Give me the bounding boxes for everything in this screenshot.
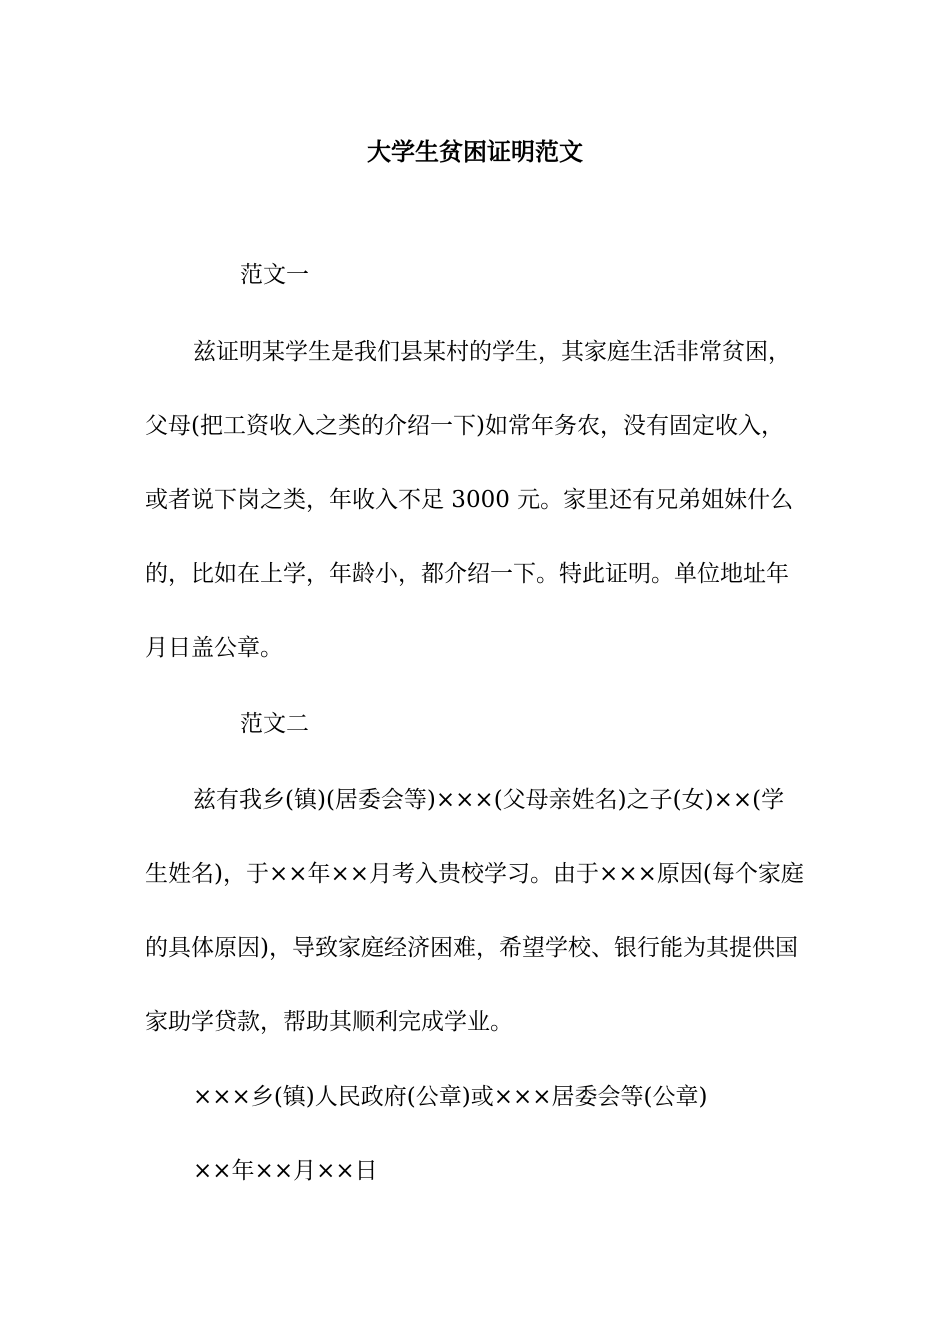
sample1-heading: 范文一 <box>240 262 309 288</box>
sample2-signature: ×××乡(镇)人民政府(公章)或×××居委会等(公章) <box>193 1084 708 1110</box>
document-title: 大学生贫困证明范文 <box>367 137 583 166</box>
sample2-paragraph: 兹有我乡(镇)(居委会等)×××(父母亲姓名)之子(女)××(学生姓名)，于××年××月考入贵校学习。由于×××原因(每个家庭的具体原因)，导致家庭经济困难，希望学校、银行能为其提供国家助学贷款，帮助其顺利完成学业。 <box>145 787 804 1035</box>
sample2-date: ××年××月××日 <box>193 1158 378 1184</box>
sample2-heading: 范文二 <box>240 711 309 737</box>
sample1-paragraph: 兹证明某学生是我们县某村的学生，其家庭生活非常贫困，父母(把工资收入之类的介绍一下)如常年务农，没有固定收入，或者说下岗之类，年收入不足 3000 元。家里还有兄弟姐妹什么的，比如在上学，年龄小，都介绍一下。特此证明。单位地址年月日盖公章。 <box>145 339 794 661</box>
